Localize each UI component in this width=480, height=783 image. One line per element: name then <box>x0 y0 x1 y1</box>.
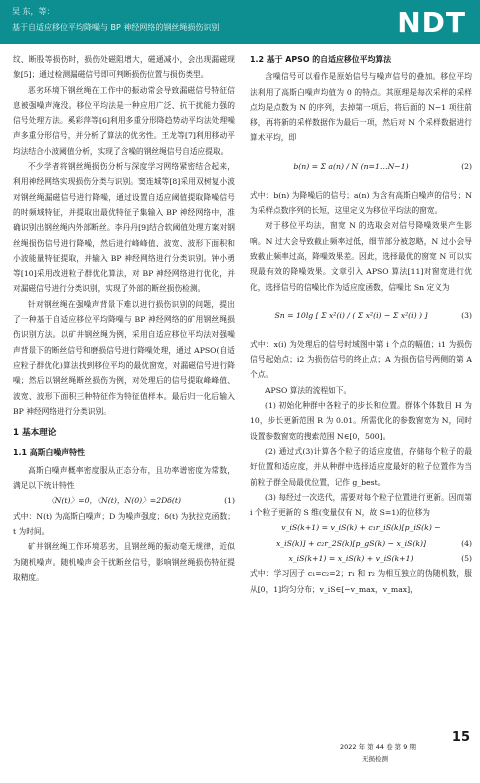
journal-header <box>0 0 480 44</box>
paragraph: 式中：x(i) 为处理后的信号时域图中第 i 个点的幅值；i1 为损伤信号起始点；i2 为损伤信号的终止点；A 为损伤信号两侧的第 A 个点。 <box>250 339 472 380</box>
paragraph: 含噪信号可以看作是原始信号与噪声信号的叠加。移位平均法利用了高斯白噪声均值为 0 的特点。其原理是每次采样的采样点均是点数为 N 的序列，去掉第一项后，将后面的 N−1 项往前移，再将新的采样数据作为最后一项，然后对 N 个采样数据进行算术平均，即 <box>250 72 472 143</box>
equation-body: v_iS(k+1) = v_iS(k) + c₁r_iS(k)[p_iS(k) − <box>281 523 441 533</box>
header-title: 基于自适应移位平均降噪与 BP 神经网络的钢丝绳损伤识别 <box>12 23 220 32</box>
subsection-heading: 1.1 高斯白噪声特性 <box>13 448 85 458</box>
paragraph: 不少学者将钢丝绳损伤分析与深度学习网络紧密结合起来，利用神经网络实现损伤分类与识别。窦连城等[8]采用双树复小波对钢丝绳漏磁信号进行降噪，通过设置自适应阈值提取降噪信号的时频域特征，并提取出最优特征子集输入 BP 神经网络中，准确识别出钢丝绳内外部断丝。李丹丹[9]结合软阈值处理方案对钢丝绳损伤信号进行降噪，然后进行峰峰值、波宽、波形下面积和小波能量特征提取，并输入 BP 神经网络进行分类识别。钟小勇等[10]采用改进粒子群优化算法，对 BP 神经网络进行优化，并对漏磁信号进行分类识别，实现了外部的断丝损伤检测。 <box>13 162 235 294</box>
equation-body: x_iS(k)] + c₂r_2S(k)[p_gS(k) − x_iS(k)] <box>275 538 427 548</box>
journal-logo: NDT <box>397 6 466 39</box>
paragraph: (2) 通过式(3)计算各个粒子的适应度值，存储每个粒子的最好位置和适应度，并从种群中选择适应度最好的粒子位置作为当前粒子群全局最优位置，记作 g_best。 <box>250 446 472 487</box>
equation-number: (5) <box>461 554 472 564</box>
equation-4 <box>250 520 472 535</box>
left-column <box>13 52 235 585</box>
paragraph: APSO 算法的流程如下。 <box>265 385 352 395</box>
equation-2 <box>250 146 472 188</box>
equation-number: (1) <box>224 496 235 506</box>
page-number: 15 <box>451 730 470 745</box>
paragraph: (3) 每经过一次迭代，需要对每个粒子位置进行更新。因而第 i 个粒子更新的 S 维(变量仅有 N，故 S=1)的位移为 <box>250 492 472 518</box>
paragraph: 对于移位平均法，窗宽 N 的选取会对信号降噪效果产生影响。N 过大会导致截止频率过低，细节部分被忽略，N 过小会导致截止频率过高，降噪效果差。因此，选择最优的窗宽 N 可以实现最有效的降噪效果。文章引入 APSO 算法[11]对窗宽进行优化，选择信号的信噪比作为适应度函数，信噪比 Sn 定义为 <box>250 221 472 292</box>
paragraph: 针对钢丝绳在强噪声背景下难以进行损伤识别的问题，提出了一种基于自适应移位平均降噪与 BP 神经网络的矿用钢丝绳损伤识别方法。以矿井钢丝绳为例，采用自适应移位平均法对强噪声背景下的断丝信号和磨损信号进行降噪处理，通过 APSO(自适应粒子群优化)算法找到移位平均的最优窗宽，对漏磁信号进行降噪；然后以钢丝绳断丝损伤为例，对处理后的信号提取峰峰值、波宽、波形下面积三种特征作为特征值样本。最后归一化后输入 BP 神经网络进行分类识别。 <box>13 299 235 416</box>
equation-number: (2) <box>461 162 472 172</box>
paragraph: 恶劣环境下钢丝绳在工作中的振动常会导致漏磁信号特征信息被强噪声淹没。移位平均法是一种应用广泛、抗干扰能力强的信号处理方法。奚彩萍等[6]利用多重分形降趋势动平均法处理噪声多重分形信号，并分析了算法的优劣性。王龙等[7]利用移动平均法结合小波阈值分析，实现了含噪的钢丝绳信号自适应提取。 <box>13 85 235 156</box>
issue-info: 2022 年 第 44 卷 第 9 期 <box>340 743 416 751</box>
paragraph: 纹、断股等损伤时，损伤处磁阻增大，磁通减小，会出现漏磁现象[5]；通过检测漏磁信号即可判断损伤位置与损伤类型。 <box>13 55 235 80</box>
equation-1 <box>13 493 235 508</box>
equation-4-cont <box>250 536 472 551</box>
equation-body: 〈N(t)〉=0，〈N(t)，N(0)〉=2Dδ(t) <box>46 496 182 506</box>
equation-body: Sn = 10lg [ Σ x²(i) / ( Σ x²(i) − Σ x²(i) ) ] <box>274 311 428 321</box>
equation-body: x_iS(k+1) = x_iS(k) + v_iS(k+1) <box>288 554 414 564</box>
subsection-heading: 1.2 基于 APSO 的自适应移位平均算法 <box>250 55 392 64</box>
equation-body: b(n) = Σ a(n) / N (n=1…N−1) <box>293 162 409 172</box>
equation-3 <box>250 295 472 337</box>
equation-number: (4) <box>461 538 472 548</box>
equation-number: (3) <box>461 311 472 321</box>
equation-5 <box>250 551 472 566</box>
paragraph: 矿井钢丝绳工作环境恶劣，且钢丝绳的振动毫无规律，近似为随机噪声。随机噪声会干扰断丝信号，影响钢丝绳损伤特征提取精度。 <box>13 542 235 582</box>
header-authors: 吴 东，等： <box>12 7 55 16</box>
paragraph: (1) 初始化种群中各粒子的步长和位置。群体个体数目 H 为 10，步长更新范围 R 为 0.01。所需优化的参数窗宽为 N，同时设置参数窗宽的搜索范围 N∈[0，500]。 <box>250 401 472 441</box>
paragraph: 式中：N(t) 为高斯白噪声；D 为噪声强度；δ(t) 为狄拉克函数；t 为时间。 <box>13 511 235 536</box>
paragraph: 式中：b(n) 为降噪后的信号；a(n) 为含有高斯白噪声的信号；N 为采样点数序列的长短，这里定义为移位平均法的窗宽。 <box>250 190 472 216</box>
section-heading: 1 基本理论 <box>13 428 57 439</box>
right-column <box>250 52 472 597</box>
paragraph: 式中：学习因子 c₁=c₂=2；r₁ 和 r₂ 为相互独立的伪随机数，服从[0，1]均匀分布；v_iS∈[−v_max，v_max]， <box>250 569 472 594</box>
paragraph: 高斯白噪声概率密度服从正态分布，且功率谱密度为常数，满足以下统计特性 <box>13 465 235 491</box>
journal-name: 无损检测 <box>362 755 388 763</box>
